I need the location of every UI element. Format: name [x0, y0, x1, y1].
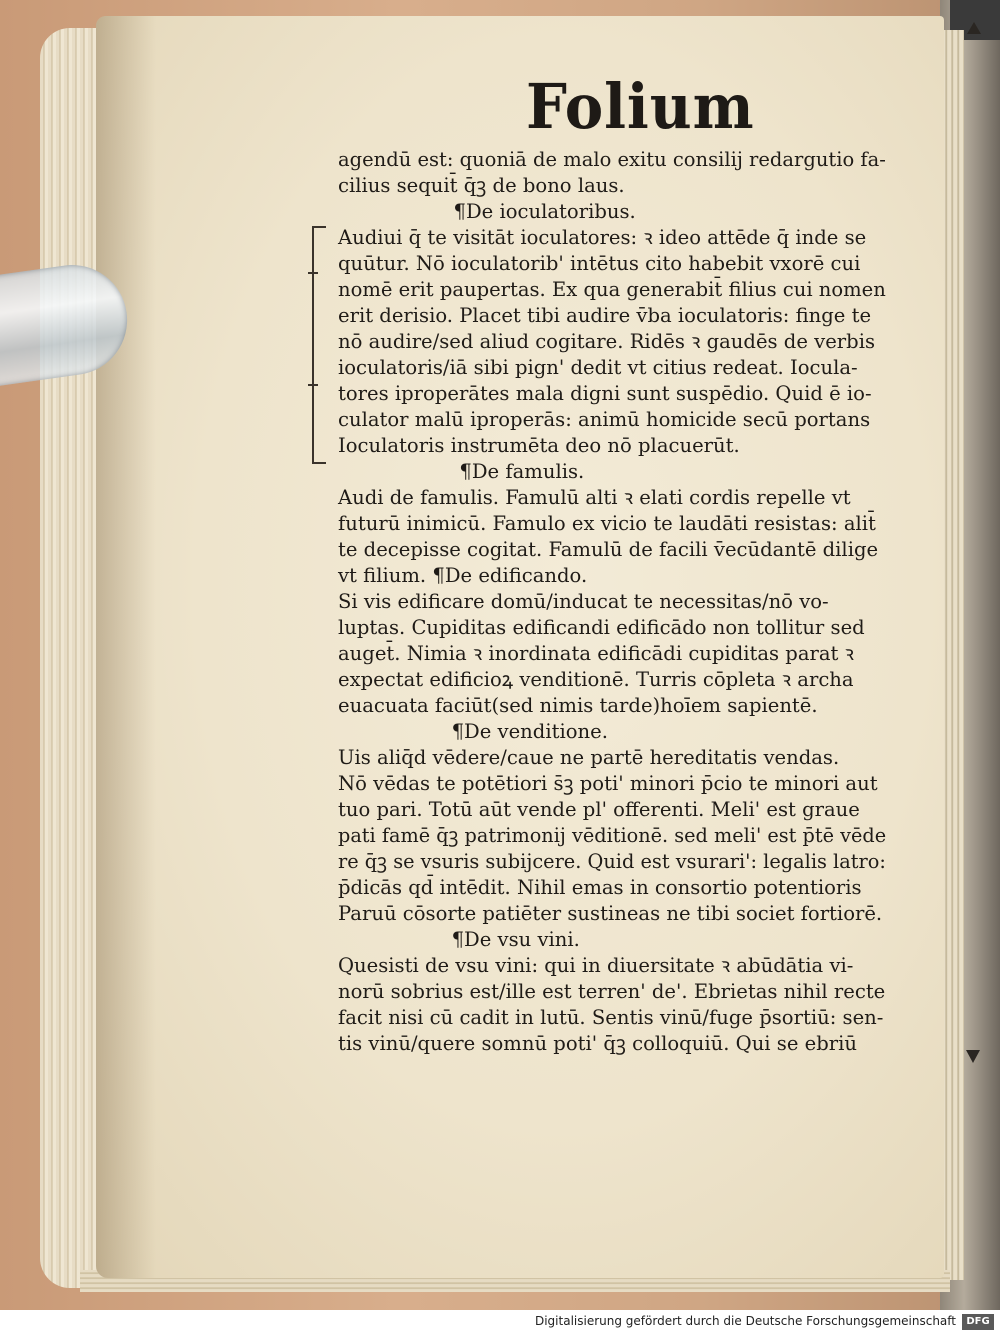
marginal-bracket: [312, 226, 326, 464]
section-heading: ¶De vsu vini.: [451, 927, 580, 951]
text-line: te decepisse cogitat. Famulū de facili v̄ecūdantē dilige: [338, 537, 879, 561]
text-line: tores iproperātes mala digni sunt suspēdio. Quid ē io-: [338, 381, 872, 405]
text-line: nō audire/sed aliud cogitare. Ridēs ꝛ gaudēs de verbis: [338, 329, 876, 353]
text-line: ioculatoris/iā sibi pign' dedit vt citius redeat. Iocula-: [338, 355, 858, 379]
dfg-logo: DFG: [962, 1314, 994, 1330]
text-line: euacuata faciūt(sed nimis tarde)hoīem sapientē.: [338, 693, 818, 717]
text-line: norū sobrius est/ille est terren' de'. Ebrietas nihil recte: [338, 979, 886, 1003]
text-line: agendū est: quoniā de malo exitu consilij redargutio fa-: [338, 147, 886, 171]
text-line: Audiui q̄ te visitāt ioculatores: ꝛ ideo attēde q̄ inde se: [338, 225, 867, 249]
text-block: [338, 146, 898, 1056]
text-line: Audi de famulis. Famulū alti ꝛ elati cordis repelle vt: [338, 485, 851, 509]
corner-mark-bottom: [966, 1050, 980, 1063]
text-line: quūtur. Nō ioculatorib' intētus cito habebit vxorē cui: [338, 251, 861, 275]
text-line: culator malū iproperās: animū homicide secū portans: [338, 407, 871, 431]
bracket-tick: [308, 384, 318, 386]
text-line: cilius sequit̄ q̄ꝫ de bono laus.: [338, 173, 625, 197]
text-line: erit derisio. Placet tibi audire v̄ba ioculatoris: finge te: [338, 303, 872, 327]
running-title: Folium: [526, 70, 755, 143]
text-line: Ioculatoris instrumēta deo nō placuerūt.: [338, 433, 740, 457]
section-heading: ¶De ioculatoribus.: [453, 199, 636, 223]
footer-strip: [0, 1310, 1000, 1334]
text-line: Paruū cōsorte patiēter sustineas ne tibi societ fortiorē.: [338, 901, 883, 925]
text-line: nomē erit paupertas. Ex qua generabit̄ filius cui nomen: [338, 277, 886, 301]
text-line: vt filium. ¶De edificando.: [338, 563, 588, 587]
corner-mark-top: [967, 22, 981, 34]
text-line: p̄dicās qd̄ intēdit. Nihil emas in consortio potentioris: [338, 875, 862, 899]
gutter-shadow: [96, 16, 156, 1278]
text-line: facit nisi cū cadit in lutū. Sentis vinū/fuge p̄sortiū: sen-: [338, 1005, 884, 1029]
bracket-tick: [308, 272, 318, 274]
funding-credit: Digitalisierung gefördert durch die Deutsche Forschungsgemeinschaft: [534, 1314, 956, 1328]
section-heading: ¶De venditione.: [451, 719, 608, 743]
text-line: Si vis edificare domū/inducat te necessitas/nō vo-: [338, 589, 829, 613]
text-line: Quesisti de vsu vini: qui in diuersitate ꝛ abūdātia vi-: [338, 953, 854, 977]
text-line: auget̄. Nimia ꝛ inordinata edificādi cupiditas parat ꝛ: [338, 641, 854, 665]
text-line: luptas. Cupiditas edificandi edificādo non tollitur sed: [338, 615, 865, 639]
text-line: tis vinū/quere somnū poti' q̄ꝫ colloquiū. Qui se ebriū: [338, 1031, 858, 1055]
text-line: Nō vēdas te potētiori s̄ꝫ poti' minori p̄cio te minori aut: [338, 771, 878, 795]
text-line: futurū inimicū. Famulo ex vicio te laudāti resistas: alit̄: [338, 511, 876, 535]
text-line: Uis aliq̄d vēdere/caue ne partē hereditatis vendas.: [338, 745, 840, 769]
text-line: pati famē q̄ꝫ patrimonij vēditionē. sed meli' est p̄tē vēde: [338, 823, 887, 847]
text-line: tuo pari. Totū aūt vende pl' offerenti. Meli' est graue: [338, 797, 860, 821]
text-line: re q̄ꝫ se vsuris subijcere. Quid est vsurari': legalis latro:: [338, 849, 886, 873]
section-heading: ¶De famulis.: [459, 459, 585, 483]
text-line: expectat edificioꝝ venditionē. Turris cōpleta ꝛ archa: [338, 667, 854, 691]
